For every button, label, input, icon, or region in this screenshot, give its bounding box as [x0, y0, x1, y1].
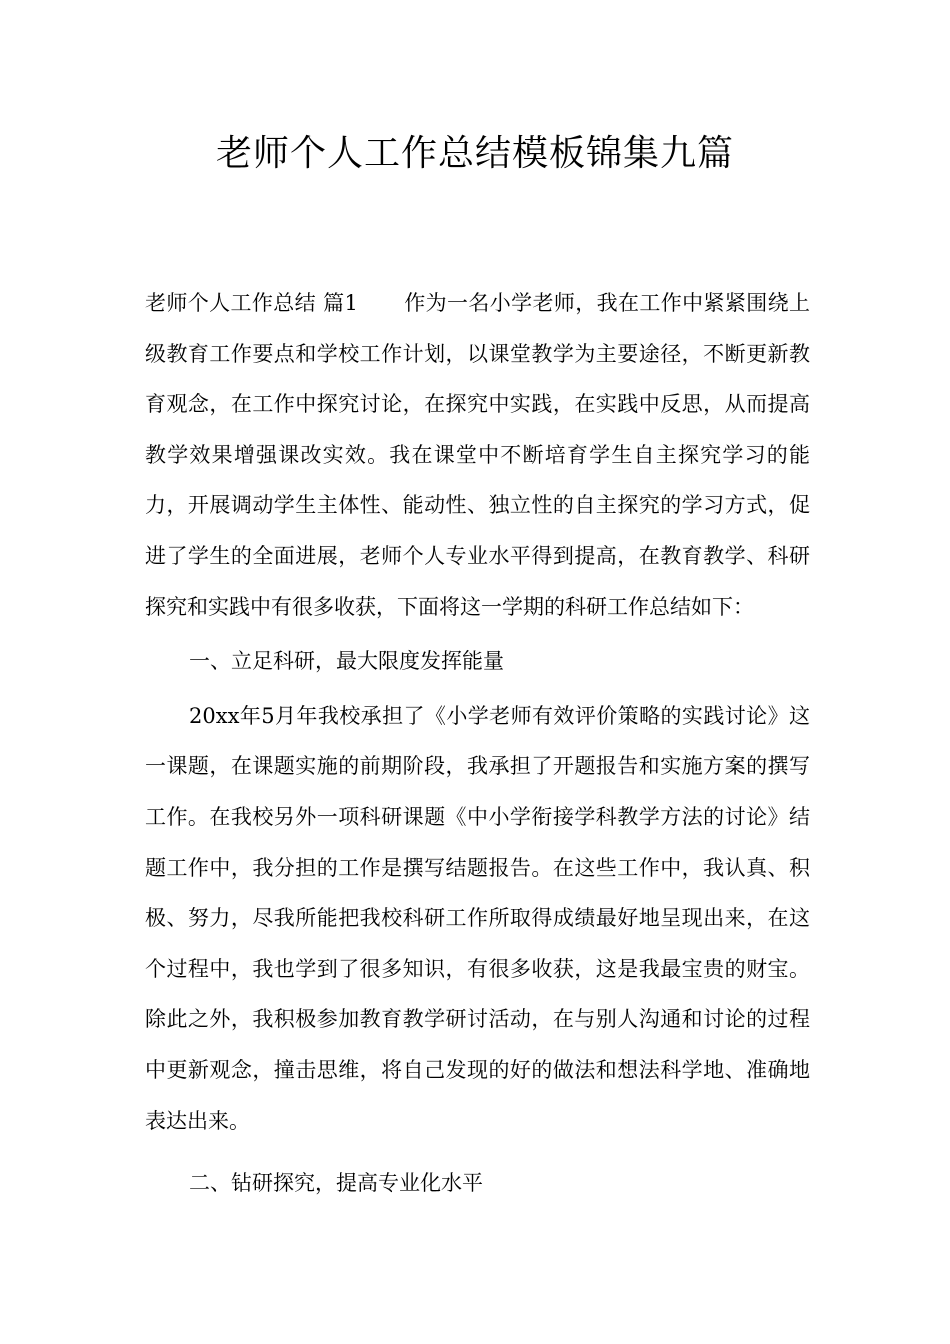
section-1-paragraph: 20xx年5月年我校承担了《小学老师有效评价策略的实践讨论》这一课题，在课题实施的前期阶段，我承担了开题报告和实施方案的撰写工作。在我校另外一项科研课题《中小学衔接学科教学方法的讨论》结题工作中，我分担的工作是撰写结题报告。在这些工作中，我认真、积极、努力，尽我所能把我校科研工作所取得成绩最好地呈现出来，在这个过程中，我也学到了很多知识，有很多收获，这是我最宝贵的财宝。除此之外，我积极参加教育教学研讨活动，在与别人沟通和讨论的过程中更新观念，撞击思维，将自己发现的好的做法和想法科学地、准确地表达出来。 [145, 703, 810, 1133]
section-lead-label: 老师个人工作总结 篇1 [145, 291, 358, 315]
document-body [145, 278, 810, 1209]
intro-text: 作为一名小学老师，我在工作中紧紧围绕上级教育工作要点和学校工作计划，以课堂教学为主要途径，不断更新教育观念，在工作中探究讨论，在探究中实践，在实践中反思，从而提高教学效果增强课改实效。我在课堂中不断培育学生自主探究学习的能力，开展调动学生主体性、能动性、独立性的自主探究的学习方式，促进了学生的全面进展，老师个人专业水平得到提高，在教育教学、科研探究和实践中有很多收获，下面将这一学期的科研工作总结如下： [145, 291, 810, 619]
section-heading-2: 二、钻研探究，提高专业化水平 [189, 1171, 483, 1196]
section-heading-1: 一、立足科研，最大限度发挥能量 [189, 649, 504, 674]
intro-paragraph [145, 278, 810, 632]
document-title: 老师个人工作总结模板锦集九篇 [215, 133, 734, 174]
